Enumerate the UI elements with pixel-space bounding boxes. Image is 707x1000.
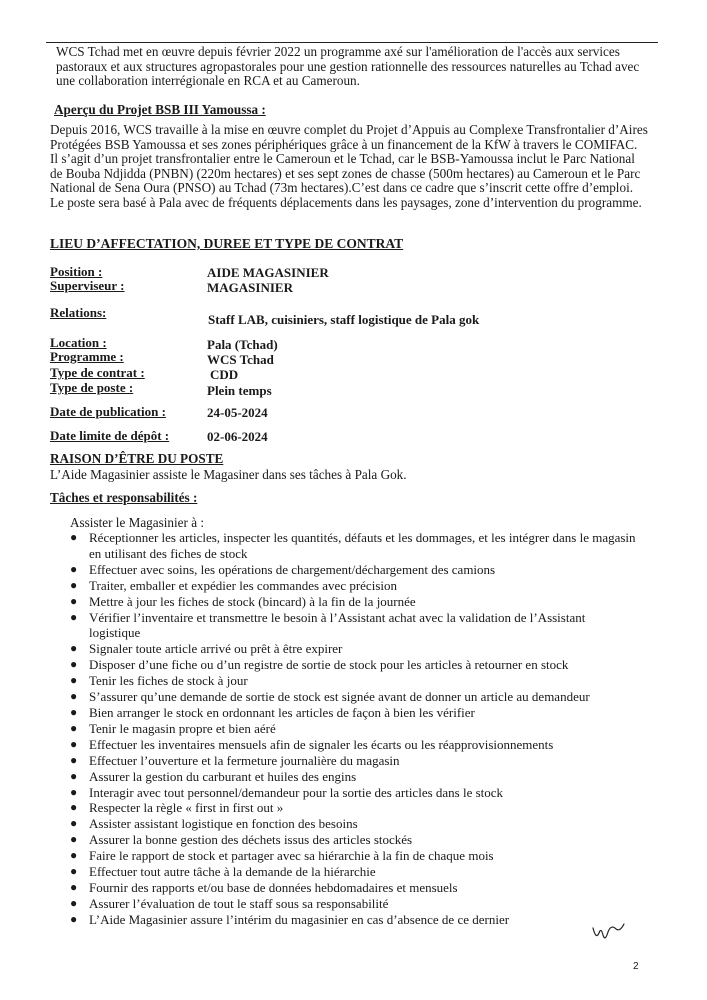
task-list — [70, 530, 670, 928]
signature — [590, 920, 630, 944]
intro-line: pastoraux et aux structures agropastorales pour une gestion rationnelle des ressources naturelles au Tchad avec — [56, 58, 640, 74]
bullet-icon: ● — [70, 673, 78, 688]
bullet-icon: ● — [70, 609, 78, 624]
task-item — [70, 721, 670, 737]
bullet-icon: ● — [70, 736, 78, 751]
date-publication-label: Date de publication : — [50, 404, 166, 419]
task-item-text: S’assurer qu’une demande de sortie de stock est signée avant de donner un article au demandeur — [89, 689, 590, 705]
location-value: Pala (Tchad) — [207, 337, 278, 352]
bullet-icon: ● — [70, 720, 78, 735]
task-item-text: Assurer la gestion du carburant et huiles des engins — [89, 768, 357, 784]
bullet-icon: ● — [70, 768, 78, 783]
task-item-text: Bien arranger le stock en ordonnant les articles de façon à bien les vérifier — [89, 704, 475, 720]
task-item-text: Signaler toute article arrivé ou prêt à être expirer — [89, 641, 343, 657]
bullet-icon: ● — [70, 895, 78, 910]
task-item-text: en utilisant des fiches de stock — [89, 545, 248, 561]
task-item-text: Effectuer avec soins, les opérations de chargement/déchargement des camions — [89, 561, 496, 577]
apercu-line: Le poste sera basé à Pala avec de fréquents déplacements dans les paysages, zone d’intervention du programme. — [50, 194, 642, 210]
bullet-icon: ● — [70, 657, 78, 672]
apercu-line: National de Sena Oura (PNSO) au Tchad (73m hectares).C’est dans ce cadre que s’inscrit cette offre d’emploi. — [50, 180, 634, 196]
page-number: 2 — [633, 961, 639, 972]
bullet-icon: ● — [70, 864, 78, 879]
apercu-line: Il s’agit d’un projet transfrontalier entre le Cameroun et le Tchad, car le BSB-Yamoussa inclut le Parc National — [50, 151, 635, 167]
bullet-icon: ● — [70, 800, 78, 815]
task-item-text: Tenir les fiches de stock à jour — [89, 673, 248, 689]
task-item-text: Tenir le magasin propre et bien aéré — [89, 720, 276, 736]
task-item — [70, 673, 670, 689]
bullet-icon: ● — [70, 879, 78, 894]
task-item — [70, 578, 670, 594]
task-item-text: Effectuer l’ouverture et la fermeture journalière du magasin — [89, 752, 400, 768]
date-limite-label: Date limite de dépôt : — [50, 428, 170, 443]
bullet-icon: ● — [70, 832, 78, 847]
apercu-line: de Bouba Ndjidda (PNBN) (220m hectares) et ses sept zones de chasse (500m hectares) au Cameroun et le Parc — [50, 165, 641, 181]
task-item — [70, 769, 670, 785]
programme-label: Programme : — [50, 349, 124, 364]
task-item-text: Respecter la règle « first in first out » — [89, 800, 284, 816]
task-item-text: Disposer d’une fiche ou d’un registre de sortie de stock pour les articles à retourner en stock — [89, 657, 569, 673]
superviseur-value: MAGASINIER — [207, 280, 293, 295]
bullet-icon: ● — [70, 689, 78, 704]
task-item — [70, 912, 670, 928]
taches-intro: Assister le Magasinier à : — [70, 515, 205, 530]
task-item-text: Assurer la bonne gestion des déchets issus des articles stockés — [89, 832, 413, 848]
task-item — [70, 864, 670, 880]
task-item — [70, 657, 670, 673]
type-contrat-value: CDD — [210, 367, 239, 382]
task-item-text: Effectuer les inventaires mensuels afin de signaler les écarts ou les réapprovisionnements — [89, 736, 554, 752]
task-item — [70, 610, 670, 642]
task-item-text: Assurer l’évaluation de tout le staff sous sa responsabilité — [89, 895, 389, 911]
task-item — [70, 594, 670, 610]
task-item-text: Interagir avec tout personnel/demandeur pour la sortie des articles dans le stock — [89, 784, 504, 800]
task-item — [70, 753, 670, 769]
task-item — [70, 848, 670, 864]
date-publication-value: 24-05-2024 — [207, 405, 268, 420]
task-item-text: Traiter, emballer et expédier les commandes avec précision — [89, 577, 397, 593]
bullet-icon: ● — [70, 784, 78, 799]
intro-line: WCS Tchad met en œuvre depuis février 2022 un programme axé sur l'amélioration de l'accès aux services — [56, 44, 620, 59]
task-item-text: Vérifier l’inventaire et transmettre le besoin à l’Assistant achat avec la validation de l’Assistant — [89, 609, 586, 625]
bullet-icon: ● — [70, 641, 78, 656]
apercu-line: Protégées BSB Yamoussa et ses zones périphériques grâce à un financement de la KfW à travers le COMIFAC. — [50, 136, 638, 152]
task-item — [70, 880, 670, 896]
task-item-text: Effectuer tout autre tâche à la demande de la hiérarchie — [89, 864, 376, 880]
taches-heading: Tâches et responsabilités : — [50, 490, 198, 505]
task-item-text: Assister assistant logistique en fonction des besoins — [89, 816, 358, 832]
task-item — [70, 832, 670, 848]
apercu-heading: Aperçu du Projet BSB III Yamoussa : — [54, 102, 266, 117]
task-item-text: logistique — [89, 625, 141, 641]
task-item — [70, 896, 670, 912]
relations-label: Relations: — [50, 305, 107, 320]
task-item — [70, 562, 670, 578]
bullet-icon: ● — [70, 911, 78, 926]
location-label: Location : — [50, 335, 107, 350]
bullet-icon: ● — [70, 704, 78, 719]
intro-paragraph — [56, 45, 660, 89]
task-item — [70, 530, 670, 562]
bullet-icon: ● — [70, 530, 78, 544]
programme-value: WCS Tchad — [207, 352, 274, 367]
position-label: Position : — [50, 264, 103, 279]
contract-heading: LIEU D’AFFECTATION, DUREE ET TYPE DE CONTRAT — [50, 236, 404, 251]
bullet-icon: ● — [70, 752, 78, 767]
task-item-text: Faire le rapport de stock et partager avec sa hiérarchie à la fin de chaque mois — [89, 848, 494, 864]
task-item-text: Mettre à jour les fiches de stock (bincard) à la fin de la journée — [89, 593, 416, 609]
task-item-text: Fournir des rapports et/ou base de données hebdomadaires et mensuels — [89, 879, 458, 895]
bullet-icon: ● — [70, 593, 78, 608]
superviseur-label: Superviseur : — [50, 278, 125, 293]
apercu-paragraph — [50, 123, 660, 211]
intro-line: une collaboration interrégionale en RCA et au Cameroun. — [56, 73, 360, 89]
top-rule — [46, 42, 658, 43]
date-limite-value: 02-06-2024 — [207, 429, 268, 444]
task-item — [70, 816, 670, 832]
bullet-icon: ● — [70, 561, 78, 576]
apercu-line: Depuis 2016, WCS travaille à la mise en œuvre complet du Projet d’Appuis au Complexe Transfrontalier d’Aires — [50, 122, 648, 137]
raison-heading: RAISON D’ÊTRE DU POSTE — [50, 451, 224, 466]
task-item — [70, 641, 670, 657]
bullet-icon: ● — [70, 816, 78, 831]
bullet-icon: ● — [70, 848, 78, 863]
type-poste-value: Plein temps — [207, 383, 272, 398]
task-item — [70, 785, 670, 801]
relations-value: Staff LAB, cuisiniers, staff logistique de Pala gok — [208, 312, 480, 327]
task-item — [70, 689, 670, 705]
task-item — [70, 800, 670, 816]
task-item — [70, 705, 670, 721]
task-item — [70, 737, 670, 753]
task-item-text: L’Aide Magasinier assure l’intérim du magasinier en cas d’absence de ce dernier — [89, 911, 510, 927]
bullet-icon: ● — [70, 577, 78, 592]
task-item-text: Réceptionner les articles, inspecter les quantités, défauts et les dommages, et les intégrer dans le magasin — [89, 530, 636, 545]
position-value: AIDE MAGASINIER — [207, 265, 329, 280]
type-contrat-label: Type de contrat : — [50, 365, 145, 380]
raison-text: L’Aide Magasinier assiste le Magasiner dans ses tâches à Pala Gok. — [50, 467, 407, 482]
type-poste-label: Type de poste : — [50, 380, 134, 395]
